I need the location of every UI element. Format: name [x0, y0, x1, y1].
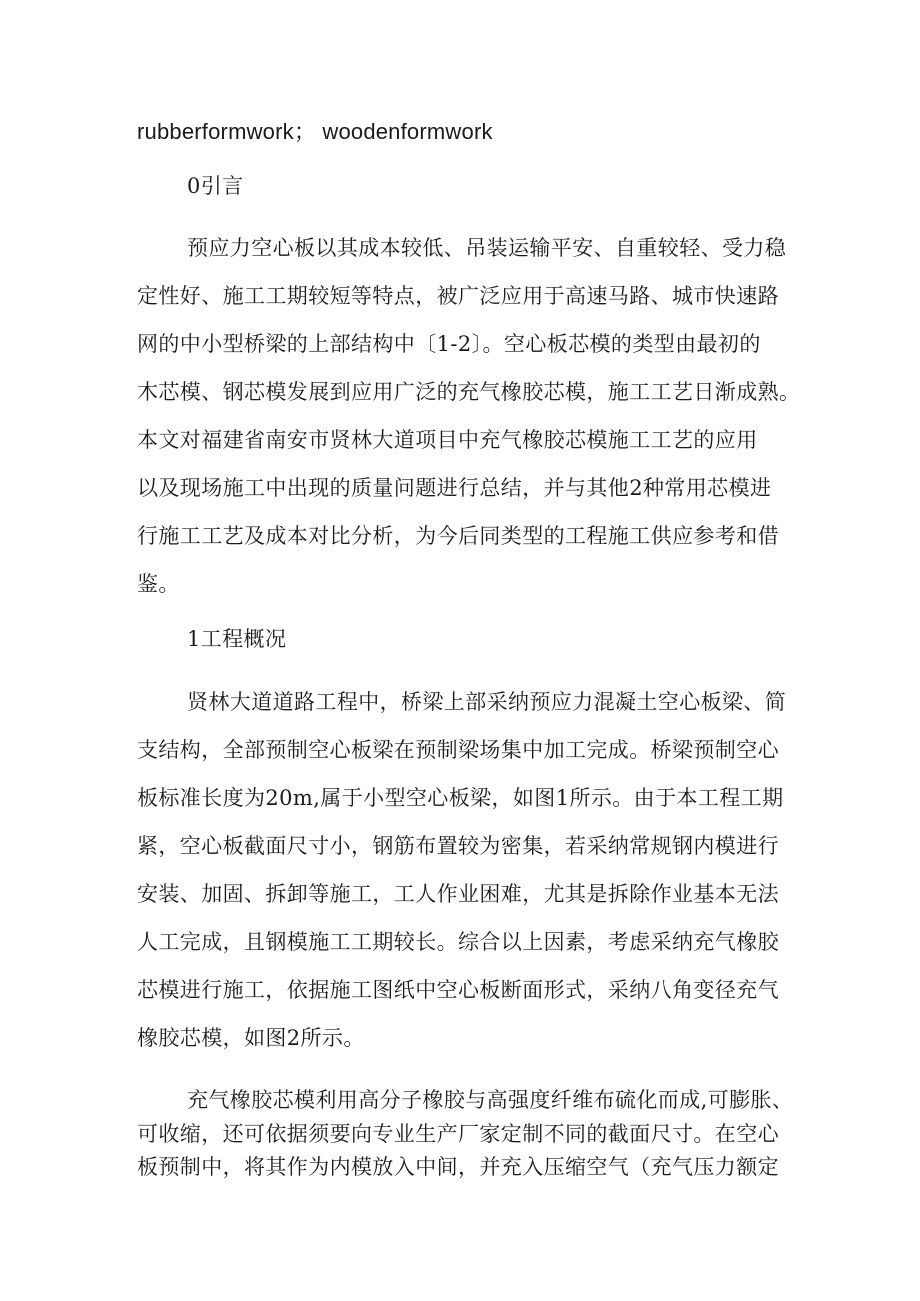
text-line: 充气橡胶芯模利用高分子橡胶与高强度纤维布硫化而成,可膨胀、 [187, 1088, 794, 1112]
text-line: 紧，空心板截面尺寸小，钢筋布置较为密集，若采纳常规钢内模进行 [137, 834, 779, 858]
text-line: 板预制中，将其作为内模放入中间，并充入压缩空气（充气压力额定 [137, 1155, 779, 1179]
text-line: 支结构，全部预制空心板梁在预制梁场集中加工完成。桥梁预制空心 [137, 738, 779, 762]
text-line: 芯模进行施工，依据施工图纸中空心板断面形式，采纳八角变径充气 [137, 978, 779, 1002]
text-line: 鉴。 [137, 572, 180, 596]
text-line: 预应力空心板以其成本较低、吊装运输平安、自重较轻、受力稳 [187, 236, 787, 260]
text-line: 木芯模、钢芯模发展到应用广泛的充气橡胶芯模，施工工艺日渐成熟。 [137, 380, 801, 404]
text-line: 定性好、施工工期较短等特点，被广泛应用于高速马路、城市快速路 [137, 284, 779, 308]
text-line: 网的中小型桥梁的上部结构中〔1-2〕。空心板芯模的类型由最初的 [137, 332, 761, 356]
text-line: 人工完成，且钢模施工工期较长。综合以上因素，考虑采纳充气橡胶 [137, 930, 779, 954]
text-line: 可收缩，还可依据须要向专业生产厂家定制不同的截面尺寸。在空心 [137, 1122, 779, 1146]
keywords-line: rubberformwork； woodenformwork [137, 119, 493, 144]
section-0-heading: 0引言 [187, 174, 244, 198]
text-line: 橡胶芯模，如图2所示。 [137, 1026, 365, 1050]
text-line: 贤林大道道路工程中，桥梁上部采纳预应力混凝土空心板梁、简 [187, 690, 787, 714]
text-line: 本文对福建省南安市贤林大道项目中充气橡胶芯模施工工艺的应用 [137, 428, 758, 452]
text-line: 板标准长度为20m,属于小型空心板梁，如图1所示。由于本工程工期 [137, 786, 784, 810]
text-line: 以及现场施工中出现的质量问题进行总结，并与其他2种常用芯模进 [137, 476, 772, 500]
text-line: 行施工工艺及成本对比分析，为今后同类型的工程施工供应参考和借 [137, 524, 779, 548]
text-line: 安装、加固、拆卸等施工，工人作业困难，尤其是拆除作业基本无法 [137, 882, 779, 906]
section-1-heading: 1工程概况 [187, 627, 287, 651]
